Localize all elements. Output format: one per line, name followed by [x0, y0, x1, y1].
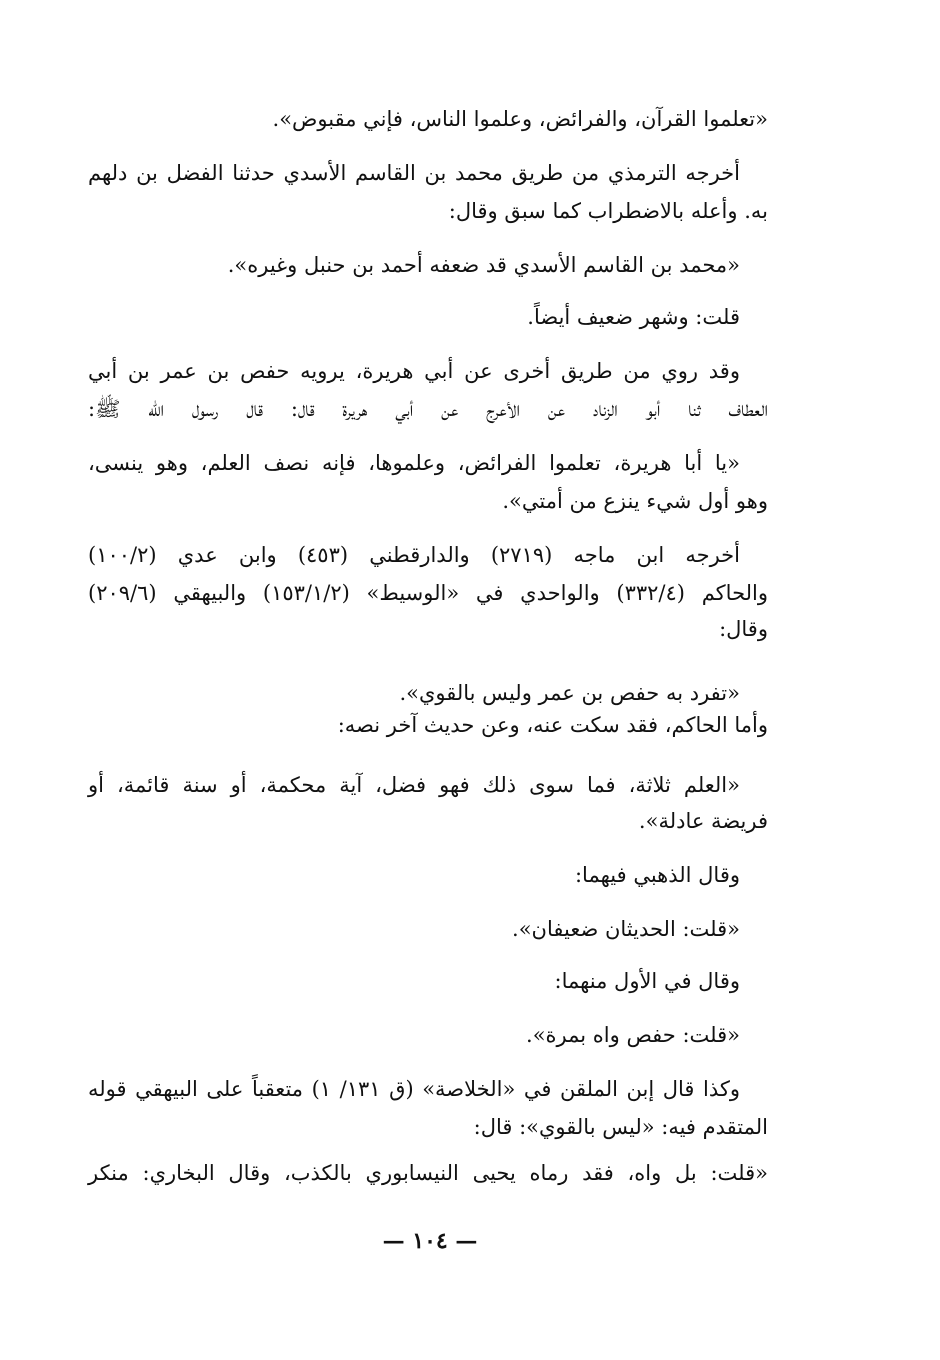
hadith-quote-line: «العلم ثلاثة، فما سوى ذلك فهو فضل، آية محكمة، أو سنة قائمة، أو: [88, 773, 740, 797]
takhrij-line: أخرجه ابن ماجه (٢٧١٩) والدارقطني (٤٥٣) وابن عدي (١٠٠/٢): [88, 543, 740, 567]
hadith-quote-line: «يا أبا هريرة، تعلموا الفرائض، وعلموها، فإنه نصف العلم، وهو ينسى،: [88, 451, 740, 475]
quote-line: «قلت: الحديثان ضعيفان».: [512, 917, 740, 941]
page-number: — ١٠٤ —: [382, 1228, 478, 1254]
quote-line: «تفرد به حفص بن عمر وليس بالقوي».: [399, 681, 740, 705]
takhrij-line: وقال:: [719, 617, 768, 641]
body-line: وكذا قال إبن الملقن في «الخلاصة» (ق ١٣١/ ١) متعقباً على البيهقي قوله: [88, 1077, 740, 1101]
body-line: وقال الذهبي فيهما:: [574, 863, 740, 887]
body-line: وأما الحاكم، فقد سكت عنه، وعن حديث آخر نصه:: [337, 713, 768, 737]
body-line: وقد روي من طريق أخرى عن أبي هريرة، يرويه حفص بن عمر بن أبي: [88, 359, 740, 383]
quote-line: «قلت: حفص واه بمرة».: [526, 1023, 740, 1047]
hadith-quote-line: وهو أول شيء ينزع من أمتي».: [502, 489, 768, 513]
quote-line: «محمد بن القاسم الأسدي قد ضعفه أحمد بن حنبل وغيره».: [227, 253, 740, 277]
body-line: وقال في الأول منهما:: [554, 969, 740, 993]
hadith-quote-line: فريضة عادلة».: [638, 809, 768, 833]
quote-line: «قلت: بل واه، فقد رماه يحيى النيسابوري بالكذب، وقال البخاري: منكر: [88, 1161, 768, 1185]
body-line: المتقدم فيه: «ليس بالقوي»: قال:: [473, 1115, 768, 1139]
comment-line: قلت: وشهر ضعيف أيضاً.: [527, 305, 740, 329]
takhrij-line: به. وأعله بالاضطراب كما سبق وقال:: [448, 199, 768, 223]
takhrij-line: أخرجه الترمذي من طريق محمد بن القاسم الأسدي حدثنا الفضل بن دلهم: [88, 161, 740, 185]
body-line: العطاف ثنا أبو الزناد عن الأعرج عن أبي هريرة قال: قال رسول الله ﷺ:: [88, 397, 768, 421]
takhrij-line: والحاكم (٣٣٢/٤) والواحدي في «الوسيط» (١٥٣/١/٢) والبيهقي (٢٠٩/٦): [88, 581, 769, 605]
hadith-quote-line: «تعلموا القرآن، والفرائض، وعلموا الناس، فإني مقبوض».: [272, 107, 768, 131]
